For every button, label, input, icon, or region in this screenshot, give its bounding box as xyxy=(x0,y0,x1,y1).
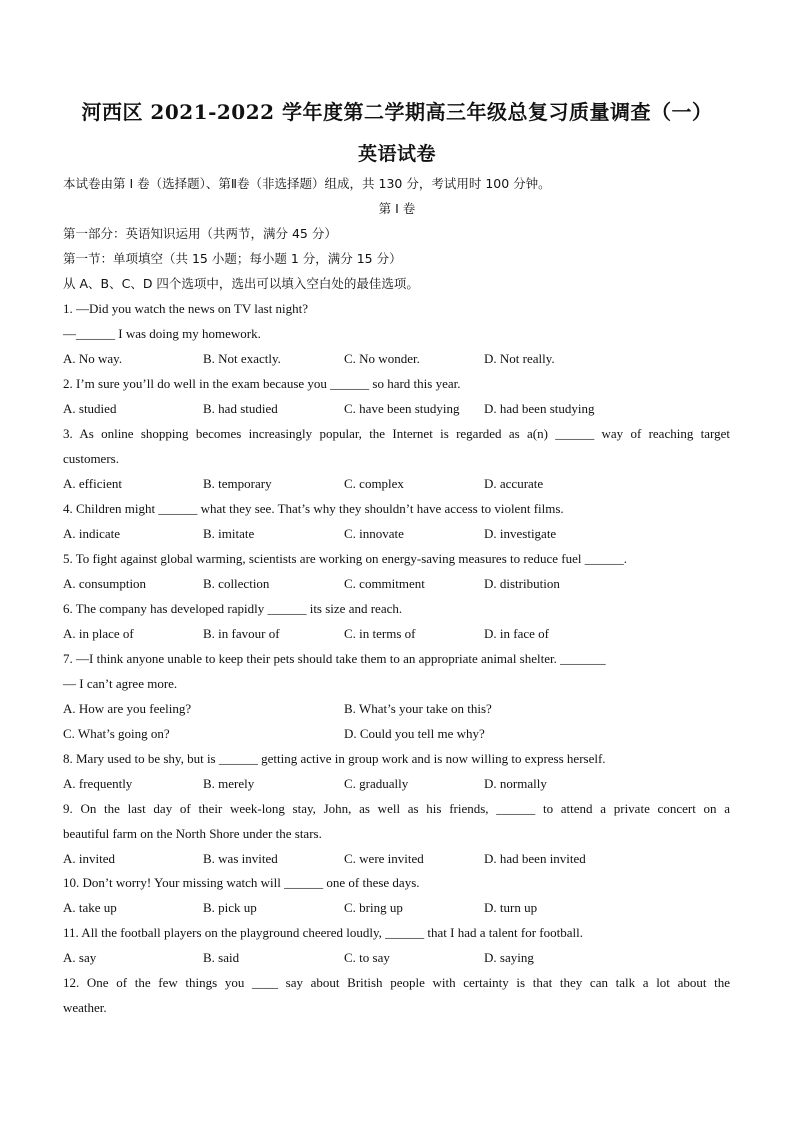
question-stem: 10. Don’t worry! Your missing watch will ______ one of these days. xyxy=(63,875,420,890)
question-stem: weather. xyxy=(63,1000,107,1015)
option-b: B. Not exactly. xyxy=(203,351,281,366)
question-stem: beautiful farm on the North Shore under the stars. xyxy=(63,826,322,841)
option-c: C. have been studying xyxy=(344,401,460,416)
question-stem: 4. Children might ______ what they see. That’s why they shouldn’t have access to violent films. xyxy=(63,501,564,516)
option-a: A. studied xyxy=(63,401,117,416)
option-c: C. bring up xyxy=(344,900,403,915)
option-d: D. in face of xyxy=(484,626,549,641)
question-stem: — I can’t agree more. xyxy=(63,676,178,691)
option-d: D. investigate xyxy=(484,526,557,541)
option-b: B. in favour of xyxy=(203,626,280,641)
option-d: D. distribution xyxy=(484,576,560,591)
option-b: B. collection xyxy=(203,576,270,591)
option-a: A. take up xyxy=(63,900,117,915)
option-a: A. say xyxy=(63,950,97,965)
option-c: C. to say xyxy=(344,950,390,965)
question-stem: 11. All the football players on the playground cheered loudly, ______ that I had a talent for football. xyxy=(63,925,583,940)
question-stem: —______ I was doing my homework. xyxy=(63,326,261,341)
option-c: C. in terms of xyxy=(344,626,416,641)
option-a: A. in place of xyxy=(63,626,134,641)
part-heading: 第一部分：英语知识运用（共两节，满分 45 分） xyxy=(63,226,337,241)
option-a: A. efficient xyxy=(63,476,122,491)
option-d: D. had been studying xyxy=(484,401,595,416)
option-c: C. complex xyxy=(344,476,404,491)
option-a: A. frequently xyxy=(63,776,133,791)
question-stem: 1. —Did you watch the news on TV last night? xyxy=(63,301,309,316)
question-stem: 6. The company has developed rapidly ______ its size and reach. xyxy=(63,601,403,616)
option-b: B. imitate xyxy=(203,526,255,541)
option-c: C. gradually xyxy=(344,776,409,791)
question-stem: 7. —I think anyone unable to keep their pets should take them to an appropriate animal shelter. _______ xyxy=(63,651,606,666)
question-stem: 2. I’m sure you’ll do well in the exam because you ______ so hard this year. xyxy=(63,376,461,391)
option-b: B. merely xyxy=(203,776,255,791)
option-c: C. What’s going on? xyxy=(63,726,170,741)
option-d: D. Could you tell me why? xyxy=(344,726,485,741)
option-a: A. No way. xyxy=(63,351,123,366)
question-stem: 3. As online shopping becomes increasingly popular, the Internet is regarded as a(n) ______ way of reaching target xyxy=(63,426,730,441)
option-b: B. was invited xyxy=(203,851,278,866)
question-stem: 5. To fight against global warming, scientists are working on energy-saving measures to reduce fuel ______. xyxy=(63,551,627,566)
page-subtitle: 英语试卷 xyxy=(357,143,436,165)
option-d: D. normally xyxy=(484,776,547,791)
section-heading: 第一节：单项填空（共 15 小题；每小题 1 分，满分 15 分） xyxy=(63,251,402,266)
option-c: C. commitment xyxy=(344,576,425,591)
option-c: C. No wonder. xyxy=(344,351,420,366)
option-a: A. indicate xyxy=(63,526,121,541)
volume-heading: 第 I 卷 xyxy=(378,201,416,216)
option-b: B. temporary xyxy=(203,476,272,491)
question-stem: customers. xyxy=(63,451,119,466)
option-a: A. invited xyxy=(63,851,115,866)
exam-note: 本试卷由第 I 卷（选择题）、第Ⅱ卷（非选择题）组成，共 130 分，考试用时 100 分钟。 xyxy=(63,176,551,191)
question-stem: 12. One of the few things you ____ say about British people with certainty is that they can talk a lot about the xyxy=(63,975,730,990)
option-c: C. were invited xyxy=(344,851,424,866)
option-a: A. How are you feeling? xyxy=(63,701,192,716)
question-stem: 9. On the last day of their week-long stay, John, as well as his friends, ______ to attend a private concert on a xyxy=(63,801,730,816)
option-b: B. What’s your take on this? xyxy=(344,701,492,716)
question-stem: 8. Mary used to be shy, but is ______ getting active in group work and is now willing to express herself. xyxy=(63,751,606,766)
instruction-text: 从 A、B、C、D 四个选项中，选出可以填入空白处的最佳选项。 xyxy=(63,276,419,291)
option-d: D. saying xyxy=(484,950,534,965)
option-d: D. turn up xyxy=(484,900,538,915)
option-a: A. consumption xyxy=(63,576,147,591)
option-b: B. said xyxy=(203,950,240,965)
option-c: C. innovate xyxy=(344,526,404,541)
option-b: B. pick up xyxy=(203,900,257,915)
option-b: B. had studied xyxy=(203,401,278,416)
option-d: D. accurate xyxy=(484,476,544,491)
option-d: D. had been invited xyxy=(484,851,586,866)
page-title: 河西区 2021-2022 学年度第二学期高三年级总复习质量调查（一） xyxy=(81,100,713,124)
option-d: D. Not really. xyxy=(484,351,555,366)
